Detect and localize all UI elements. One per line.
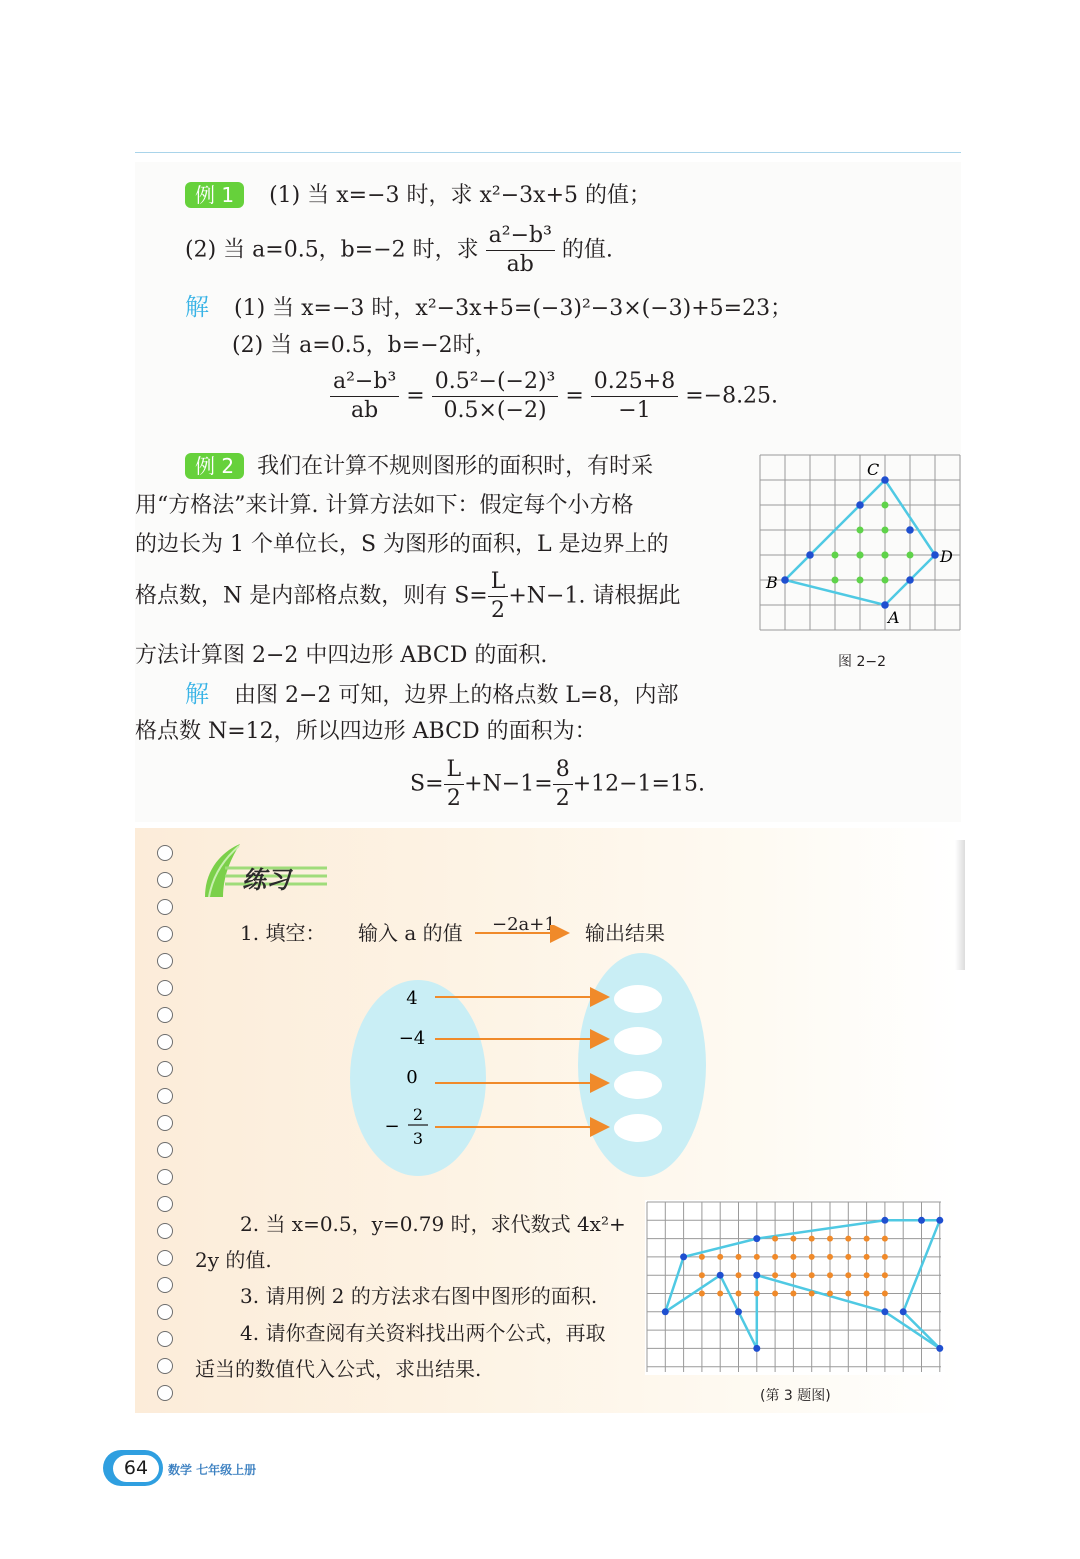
interior-point [736,1254,742,1260]
interior-point [907,552,914,559]
interior-point [864,1272,870,1278]
interior-point [864,1291,870,1297]
fraction-denominator: 0.5×(−2) [443,398,547,423]
interior-point [845,1272,851,1278]
interior-point [882,1272,888,1278]
boundary-point [806,551,814,559]
interior-point [882,552,889,559]
line4-text-b: +N−1. 请根据此 [508,583,681,609]
output-blank [614,1027,662,1055]
interior-point [857,527,864,534]
example2-line3: 的边长为 1 个单位长，S 为图形的面积，L 是边界上的 [135,532,669,557]
interior-point [699,1291,705,1297]
binder-ring [157,953,173,969]
boundary-point [906,576,914,584]
boundary-point [931,551,939,559]
input-value: −4 [398,1028,426,1049]
formula-text-b: +N−1= [464,771,553,797]
page-number: 64 [113,1455,159,1482]
binder-ring [157,1061,173,1077]
binder-ring [157,1277,173,1293]
interior-point [790,1254,796,1260]
binder-ring [157,872,173,888]
interior-point [809,1254,815,1260]
example2-line1-text: 我们在计算不规则图形的面积时，有时采 [257,454,654,479]
boundary-point [662,1308,669,1315]
binder-ring [157,1196,173,1212]
interior-point [790,1291,796,1297]
binder-ring [157,1169,173,1185]
interior-point [845,1291,851,1297]
boundary-point [881,476,889,484]
boundary-point [881,1308,888,1315]
label-c: C [867,460,880,479]
binder-ring [157,899,173,915]
boundary-point [918,1217,925,1224]
boundary-point [906,526,914,534]
fraction-denominator: ab [351,398,379,423]
example1-q2-fraction [486,222,555,279]
formula-fraction-1 [444,756,465,813]
interior-point [857,552,864,559]
binder-ring [157,1088,173,1104]
input-value: 4 [406,988,418,1009]
binder-ring [157,980,173,996]
example1-tag: 例 1 [185,182,244,208]
example2-line4 [135,568,680,625]
fraction-numerator: 8 [553,756,573,785]
input-frac-sign: − [384,1116,400,1137]
interior-point [754,1254,760,1260]
input-value: 0 [406,1067,418,1088]
binder-ring [157,1034,173,1050]
interior-point [882,577,889,584]
example2-line1 [185,452,653,482]
practice-q2-a: 2. 当 x=0.5，y=0.79 时，求代数式 4x²+ [240,1212,626,1236]
interior-point [699,1272,705,1278]
binder-ring [157,1331,173,1347]
boundary-point [936,1345,943,1352]
example2-line2: 用“方格法”来计算. 计算方法如下：假定每个小方格 [135,493,634,518]
practice-q4-a: 4. 请你查阅有关资料找出两个公式，再取 [240,1321,606,1345]
interior-point [832,552,839,559]
fraction-denominator: −1 [618,398,651,423]
interior-point [882,1236,888,1242]
solution-label: 解 [185,293,209,321]
output-blank [614,1114,662,1142]
page-edge-shadow [955,840,965,970]
example2-solution2: 格点数 N=12，所以四边形 ABCD 的面积为： [135,719,597,744]
label-b: B [766,573,778,592]
grid [760,455,960,630]
boundary-point [900,1308,907,1315]
eq-result: =−8.25. [685,383,779,409]
interior-point [845,1236,851,1242]
binder-ring [157,1142,173,1158]
boundary-point [753,1272,760,1279]
interior-point [882,527,889,534]
interior-point [790,1236,796,1242]
practice-q1-label: 1. 填空： [240,921,326,945]
output-blank [614,985,662,1013]
formula-fraction-2 [553,756,573,813]
input-frac-num: 2 [412,1105,424,1124]
interior-point [864,1236,870,1242]
example1-solution1 [185,292,792,324]
practice-title: 练习 [242,866,290,894]
boundary-point [753,1235,760,1242]
interior-point [809,1236,815,1242]
binder-ring [157,926,173,942]
interior-point [827,1272,833,1278]
interior-point [772,1254,778,1260]
example1-s1-text: (1) 当 x=−3 时，x²−3x+5=(−3)²−3×(−3)+5=23； [234,296,793,321]
example1-solution2: (2) 当 a=0.5，b=−2时， [232,333,497,358]
boundary-point [856,501,864,509]
interior-point [717,1291,723,1297]
binder-ring [157,1223,173,1239]
binder-ring [157,1385,173,1401]
eq-fraction-3 [591,368,678,425]
example2-sol1-text: 由图 2−2 可知，边界上的格点数 L=8，内部 [234,683,679,708]
interior-point [754,1291,760,1297]
fraction-denominator: ab [506,252,534,277]
label-d: D [940,547,953,566]
boundary-point [717,1272,724,1279]
solution-label: 解 [185,680,209,708]
binder-ring [157,845,173,861]
boundary-point [881,1217,888,1224]
output-blank [614,1071,662,1099]
q1-rule: −2a+1 [492,914,556,935]
fraction-denominator: 2 [491,598,506,623]
interior-point [809,1272,815,1278]
fraction-numerator: a²−b³ [486,222,555,251]
fraction-denominator: 2 [446,786,461,811]
example1-q1-text: (1) 当 x=−3 时，求 x²−3x+5 的值； [269,183,651,208]
example1-equation: $\frac{\text{a²−b³}}{ab}$ = $\frac{\text{0.5²−(−2)³}}{0.5\times(-2)}$ = $\frac{0.25+8}{-1}$ =−8.25. [330,368,778,425]
example1-q2-prefix: (2) 当 a=0.5，b=−2 时，求 [185,237,479,263]
eq-fraction-2 [432,368,559,425]
label-a: A [888,608,900,627]
q1-input-label: 输入 a 的值 [358,921,463,945]
eq-fraction-1 [330,368,399,425]
fraction-denominator: 2 [555,786,570,811]
binder-ring [157,1304,173,1320]
interior-point [882,502,889,509]
example1-q2-suffix: 的值. [561,237,613,263]
example1-question2 [185,222,613,279]
binder-ring [157,1007,173,1023]
interior-point [772,1236,778,1242]
binder-ring [157,1358,173,1374]
boundary-point [680,1253,687,1260]
figure-q3 [645,1200,945,1375]
line4-text-a: 格点数，N 是内部格点数，则有 S= [135,583,488,609]
example2-formula [410,756,705,813]
fraction-numerator: a²−b³ [330,368,399,397]
interior-point [882,1291,888,1297]
boundary-point [735,1308,742,1315]
example1-question1 [185,181,651,211]
example2-tag: 例 2 [185,453,244,479]
interior-point [827,1291,833,1297]
interior-point [809,1291,815,1297]
boundary-point [936,1217,943,1224]
interior-point [882,1254,888,1260]
interior-point [736,1291,742,1297]
interior-point [717,1254,723,1260]
practice-q2-b: 2y 的值. [195,1248,272,1272]
interior-point [772,1291,778,1297]
interior-point [832,577,839,584]
interior-point [772,1272,778,1278]
binder-ring [157,1115,173,1131]
boundary-point [753,1345,760,1352]
binder-ring [157,1250,173,1266]
interior-point [827,1254,833,1260]
interior-point [827,1236,833,1242]
fraction-numerator: L [488,568,509,597]
boundary-point [781,576,789,584]
fraction-numerator: 0.25+8 [591,368,678,397]
q1-output-label: 输出结果 [585,921,665,945]
example2-solution1 [185,679,678,711]
book-title: 数学 七年级上册 [168,1463,257,1477]
interior-point [864,1254,870,1260]
interior-point [699,1254,705,1260]
figure-2-2 [755,450,965,640]
example2-line5: 方法计算图 2−2 中四边形 ABCD 的面积. [135,643,548,668]
interior-point [736,1272,742,1278]
fraction-numerator: L [444,756,465,785]
formula-text-c: +12−1=15. [572,771,705,797]
interior-point [790,1272,796,1278]
practice-q3: 3. 请用例 2 的方法求右图中图形的面积. [240,1284,598,1308]
input-frac-den: 3 [412,1129,424,1148]
interior-point [857,577,864,584]
figure-q3-caption: (第 3 题图) [760,1388,831,1404]
figure-2-2-caption: 图 2−2 [838,654,886,670]
practice-q4-b: 适当的数值代入公式，求出结果. [195,1357,482,1381]
interior-point [845,1254,851,1260]
formula-text-a: S= [410,771,444,797]
line4-fraction [488,568,509,625]
mapping-diagram [340,925,720,1185]
fraction-numerator: 0.5²−(−2)³ [432,368,559,397]
header-rule [135,152,961,153]
